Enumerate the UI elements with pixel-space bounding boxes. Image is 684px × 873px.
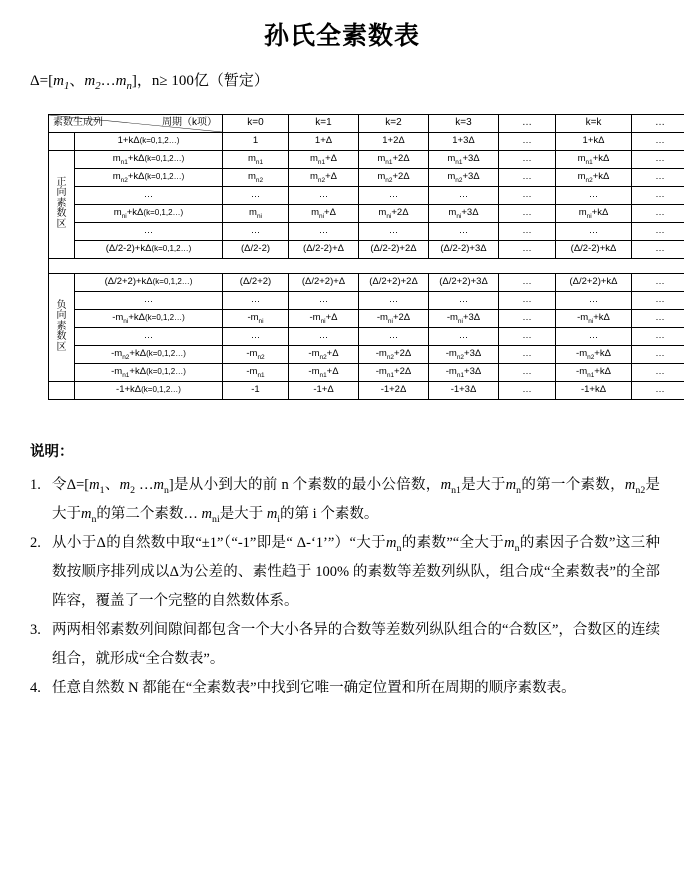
- value-cell: $-m_{n1}+3\Delta$: [429, 363, 499, 381]
- value-cell: $m_{ni}$: [223, 204, 289, 222]
- value-cell: $-m_{ni}+\Delta$: [289, 309, 359, 327]
- value-cell: …: [223, 222, 289, 240]
- value-cell: $-m_{n2}+2\Delta$: [359, 345, 429, 363]
- value-cell: (Δ/2-2)+Δ: [289, 240, 359, 258]
- value-cell: …: [289, 222, 359, 240]
- value-cell: $m_{n1}+2\Delta$: [359, 150, 429, 168]
- formula-mn: $m_n$: [116, 73, 132, 89]
- generator-cell: 1+kΔ(k=0,1,2…): [75, 132, 223, 150]
- generator-cell: $m_{ni}+k\Delta(k=0,1,2\dots)$: [75, 204, 223, 222]
- region-label-char: 向: [50, 311, 73, 322]
- value-cell: $-m_{n1}+\Delta$: [289, 363, 359, 381]
- value-cell: …: [429, 186, 499, 204]
- delta-definition-formula: [30, 72, 684, 92]
- note-text: 任意自然数 N 都能在“全素数表”中找到它唯一确定位置和所在周期的顺序素数表。: [52, 674, 660, 703]
- notes-heading: 说明：: [30, 438, 660, 467]
- note-number: 3.: [30, 616, 52, 645]
- note-item: [30, 471, 660, 529]
- value-cell: …: [632, 363, 684, 381]
- prime-table: [48, 114, 684, 400]
- value-cell: …: [632, 132, 684, 150]
- value-cell: …: [632, 204, 684, 222]
- value-cell: …: [632, 222, 684, 240]
- empty-label-cell: [49, 132, 75, 150]
- region-label-char: 素: [50, 199, 73, 210]
- value-cell: $-m_{n1}+k\Delta$: [556, 363, 632, 381]
- value-cell: …: [499, 222, 556, 240]
- generator-cell: …: [75, 222, 223, 240]
- table-row: [49, 381, 684, 399]
- region-label-char: 向: [50, 188, 73, 199]
- value-cell: $-m_{ni}+2\Delta$: [359, 309, 429, 327]
- page-title: 孙氏全素数表: [0, 22, 684, 52]
- column-header-k2: k=2: [359, 114, 429, 132]
- table-row: [49, 204, 684, 222]
- value-cell: …: [499, 132, 556, 150]
- note-text: 从小于Δ的自然数中取“±1”（“-1”即是“ Δ-‘1’”）“大于$m_n$的素数”“全大于$m_n$的素因子合数”这三种数按顺序排列成以Δ为公差的、素性趋于 100% 的素数等差数列纵队，组合成“全素数表”的全部阵容，覆盖了一个完整的自然数体系。: [52, 529, 660, 616]
- formula-suffix: ]，n≥ 100亿（暂定）: [132, 73, 269, 89]
- value-cell: 1+kΔ: [556, 132, 632, 150]
- table-row: [49, 291, 684, 309]
- empty-label-cell: [49, 381, 75, 399]
- table-row: [49, 327, 684, 345]
- value-cell: …: [499, 186, 556, 204]
- value-cell: -1+Δ: [289, 381, 359, 399]
- generator-cell: …: [75, 186, 223, 204]
- generator-cell: $m_{n1}+k\Delta(k=0,1,2\dots)$: [75, 150, 223, 168]
- value-cell: …: [632, 327, 684, 345]
- note-item: [30, 616, 660, 674]
- value-cell: (Δ/2-2)+3Δ: [429, 240, 499, 258]
- region-label-char: 区: [50, 343, 73, 354]
- region-spacer-row: [49, 258, 684, 273]
- value-cell: $m_{n2}$: [223, 168, 289, 186]
- prime-table-body: [49, 114, 684, 132]
- value-cell: …: [359, 327, 429, 345]
- note-item: [30, 529, 660, 616]
- generator-cell: $m_{n2}+k\Delta(k=0,1,2\dots)$: [75, 168, 223, 186]
- formula-m2: $m_2$: [84, 73, 100, 89]
- note-text: 两两相邻素数列间隙间都包含一个大小各异的合数等差数列纵队组合的“合数区”，合数区的连续组合，就形成“全合数表”。: [52, 616, 660, 674]
- value-cell: …: [223, 186, 289, 204]
- region-label-char: 数: [50, 332, 73, 343]
- table-row: [49, 150, 684, 168]
- note-number: 1.: [30, 471, 52, 500]
- region-label-char: 负: [50, 301, 73, 312]
- value-cell: $m_{ni}+2\Delta$: [359, 204, 429, 222]
- table-header-row: [49, 114, 684, 132]
- value-cell: $m_{n1}+k\Delta$: [556, 150, 632, 168]
- column-header-k0: k=0: [223, 114, 289, 132]
- generator-cell: $-m_{n1}+k\Delta(k=0,1,2\dots)$: [75, 363, 223, 381]
- value-cell: …: [289, 291, 359, 309]
- value-cell: …: [499, 240, 556, 258]
- value-cell: -1+2Δ: [359, 381, 429, 399]
- value-cell: …: [499, 204, 556, 222]
- value-cell: 1+2Δ: [359, 132, 429, 150]
- table-row: [49, 186, 684, 204]
- value-cell: …: [499, 363, 556, 381]
- value-cell: …: [499, 309, 556, 327]
- value-cell: …: [499, 150, 556, 168]
- value-cell: (Δ/2+2)+Δ: [289, 273, 359, 291]
- value-cell: $m_{n2}+3\Delta$: [429, 168, 499, 186]
- value-cell: $-m_{ni}+k\Delta$: [556, 309, 632, 327]
- value-cell: (Δ/2+2)+kΔ: [556, 273, 632, 291]
- note-number: 4.: [30, 674, 52, 703]
- value-cell: …: [556, 222, 632, 240]
- generator-cell: (Δ/2-2)+kΔ(k=0,1,2…): [75, 240, 223, 258]
- table-row: [49, 132, 684, 150]
- value-cell: …: [429, 291, 499, 309]
- value-cell: …: [499, 168, 556, 186]
- negative-region-label: [49, 273, 75, 381]
- value-cell: (Δ/2-2)+kΔ: [556, 240, 632, 258]
- value-cell: (Δ/2-2)+2Δ: [359, 240, 429, 258]
- value-cell: $-m_{ni}+3\Delta$: [429, 309, 499, 327]
- table-row: [49, 363, 684, 381]
- positive-region-label: [49, 150, 75, 258]
- generator-cell: -1+kΔ(k=0,1,2…): [75, 381, 223, 399]
- value-cell: -1+kΔ: [556, 381, 632, 399]
- table-row: [49, 273, 684, 291]
- value-cell: $m_{n2}+k\Delta$: [556, 168, 632, 186]
- table-row: [49, 309, 684, 327]
- value-cell: …: [223, 327, 289, 345]
- value-cell: …: [632, 381, 684, 399]
- value-cell: (Δ/2-2): [223, 240, 289, 258]
- value-cell: …: [632, 186, 684, 204]
- value-cell: …: [289, 186, 359, 204]
- column-header-k1: k=1: [289, 114, 359, 132]
- value-cell: 1+3Δ: [429, 132, 499, 150]
- diagonal-header-cell: [49, 114, 223, 132]
- value-cell: …: [632, 291, 684, 309]
- value-cell: 1: [223, 132, 289, 150]
- header-generator-label: 素数生成列: [53, 118, 103, 129]
- value-cell: $-m_{ni}$: [223, 309, 289, 327]
- value-cell: $m_{ni}+\Delta$: [289, 204, 359, 222]
- value-cell: …: [632, 345, 684, 363]
- generator-cell: $-m_{ni}+k\Delta(k=0,1,2\dots)$: [75, 309, 223, 327]
- value-cell: $-m_{n2}$: [223, 345, 289, 363]
- document-page: [0, 22, 684, 873]
- value-cell: -1: [223, 381, 289, 399]
- value-cell: $m_{n1}$: [223, 150, 289, 168]
- value-cell: …: [556, 327, 632, 345]
- value-cell: (Δ/2+2)+2Δ: [359, 273, 429, 291]
- region-label-char: 素: [50, 322, 73, 333]
- negative-region-rows: [49, 273, 684, 399]
- value-cell: …: [556, 186, 632, 204]
- value-cell: $m_{n1}+3\Delta$: [429, 150, 499, 168]
- formula-sep1: 、: [69, 73, 84, 89]
- value-cell: …: [359, 291, 429, 309]
- value-cell: $m_{n2}+2\Delta$: [359, 168, 429, 186]
- value-cell: …: [632, 240, 684, 258]
- prime-table-container: [48, 114, 638, 400]
- column-header-k3: k=3: [429, 114, 499, 132]
- value-cell: …: [499, 291, 556, 309]
- value-cell: …: [499, 273, 556, 291]
- value-cell: $-m_{n2}+k\Delta$: [556, 345, 632, 363]
- value-cell: $-m_{n1}+2\Delta$: [359, 363, 429, 381]
- column-header-ellipsis-1: …: [499, 114, 556, 132]
- value-cell: …: [359, 222, 429, 240]
- value-cell: $-m_{n2}+\Delta$: [289, 345, 359, 363]
- table-row: [49, 345, 684, 363]
- value-cell: …: [429, 327, 499, 345]
- region-label-char: 正: [50, 178, 73, 189]
- value-cell: …: [223, 291, 289, 309]
- value-cell: …: [632, 168, 684, 186]
- generator-cell: …: [75, 291, 223, 309]
- formula-m1: $m_1$: [53, 73, 69, 89]
- generator-cell: (Δ/2+2)+kΔ(k=0,1,2…): [75, 273, 223, 291]
- note-text: 令$\Delta=[m_1$、$m_2$ $\dots m_n$]是从小到大的前 n 个素数的最小公倍数，$m_{n1}$是大于$m_n$的第一个素数，$m_{n2}$是大于$m_n$的第二个素数… $m_{ni}$是大于 $m_i$的第 i 个素数。: [52, 471, 660, 529]
- value-cell: …: [429, 222, 499, 240]
- value-cell: $-m_{n2}+3\Delta$: [429, 345, 499, 363]
- value-cell: 1+Δ: [289, 132, 359, 150]
- value-cell: …: [632, 273, 684, 291]
- note-number: 2.: [30, 529, 52, 558]
- table-row: [49, 240, 684, 258]
- formula-ellipsis: …: [101, 73, 116, 89]
- value-cell: (Δ/2+2): [223, 273, 289, 291]
- value-cell: $m_{ni}+3\Delta$: [429, 204, 499, 222]
- value-cell: …: [499, 381, 556, 399]
- value-cell: …: [359, 186, 429, 204]
- value-cell: (Δ/2+2)+3Δ: [429, 273, 499, 291]
- table-row: [49, 168, 684, 186]
- positive-region-rows: [49, 132, 684, 258]
- value-cell: …: [499, 327, 556, 345]
- header-period-label: 周期（k项）: [162, 118, 217, 129]
- note-item: [30, 674, 660, 703]
- notes-section: [30, 438, 660, 703]
- table-row: [49, 222, 684, 240]
- value-cell: …: [499, 345, 556, 363]
- value-cell: …: [632, 309, 684, 327]
- generator-cell: …: [75, 327, 223, 345]
- value-cell: $m_{ni}+k\Delta$: [556, 204, 632, 222]
- notes-list: [30, 471, 660, 703]
- value-cell: $m_{n2}+\Delta$: [289, 168, 359, 186]
- column-header-kk: k=k: [556, 114, 632, 132]
- value-cell: …: [289, 327, 359, 345]
- region-label-char: 数: [50, 209, 73, 220]
- value-cell: …: [556, 291, 632, 309]
- region-label-char: 区: [50, 220, 73, 231]
- generator-cell: $-m_{n2}+k\Delta(k=0,1,2\dots)$: [75, 345, 223, 363]
- column-header-ellipsis-2: …: [632, 114, 684, 132]
- value-cell: …: [632, 150, 684, 168]
- value-cell: $-m_{n1}$: [223, 363, 289, 381]
- value-cell: $m_{n1}+\Delta$: [289, 150, 359, 168]
- formula-prefix: Δ=[: [30, 73, 53, 89]
- region-spacer-cell: [49, 258, 684, 273]
- value-cell: -1+3Δ: [429, 381, 499, 399]
